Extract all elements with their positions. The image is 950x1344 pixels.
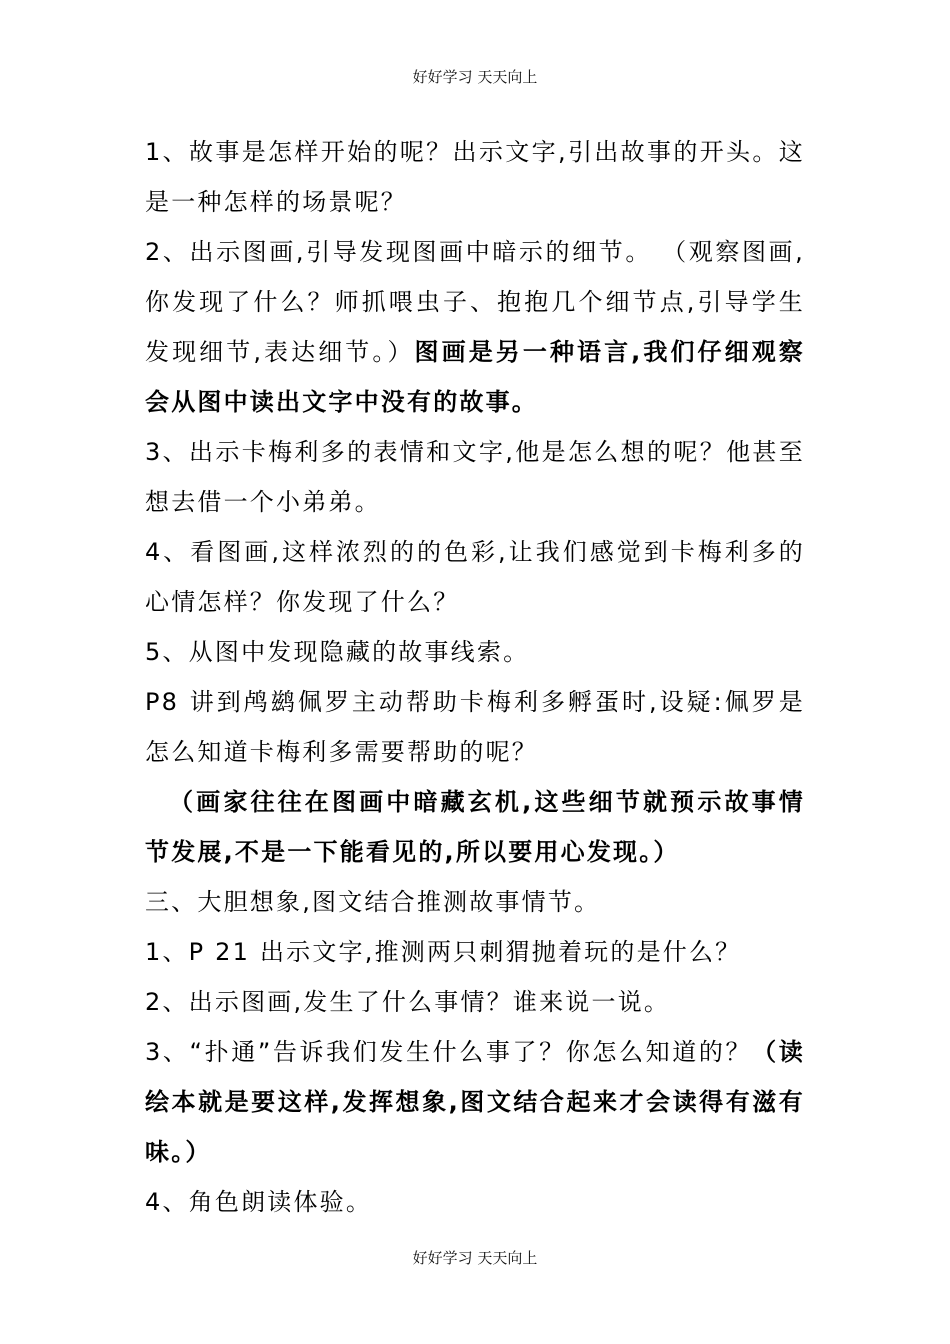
text-run: 4、角色朗读体验。 <box>145 1188 373 1216</box>
text-run: 5、从图中发现隐藏的故事线索。 <box>145 638 530 666</box>
paragraph-5 <box>145 627 805 677</box>
paragraph-11 <box>145 1027 805 1177</box>
text-run: 2、出示图画,发生了什么事情？谁来说一说。 <box>145 988 671 1016</box>
document-body <box>145 127 805 1227</box>
text-run: 3、出示卡梅利多的表情和文字,他是怎么想的呢？他甚至想去借一个小弟弟。 <box>145 438 805 516</box>
paragraph-9 <box>145 927 805 977</box>
paragraph-3 <box>145 427 805 527</box>
paragraph-7 <box>145 777 805 877</box>
text-run: 三、大胆想象,图文结合推测故事情节。 <box>145 888 601 916</box>
bold-text-run: （读绘本就是要这样,发挥想象,图文结合起来才会读得有滋有味。） <box>145 1038 805 1166</box>
text-run: 1、故事是怎样开始的呢？出示文字,引出故事的开头。这是一种怎样的场景呢？ <box>145 138 805 216</box>
text-run: 2、出示图画,引导发现图画中暗示的细节。 （观察图画,你发现了什么？师抓喂虫子、抱抱几个细节点,引导学生发现细节,表达细节。） <box>145 238 805 366</box>
paragraph-1 <box>145 127 805 227</box>
text-run: 1、P 21 出示文字,推测两只刺猬抛着玩的是什么？ <box>145 938 742 966</box>
page-footer: 好好学习 天天向上 <box>412 1249 538 1267</box>
text-run: 3、“扑通”告诉我们发生什么事了？你怎么知道的？ <box>145 1038 753 1066</box>
text-run: 4、看图画,这样浓烈的的色彩,让我们感觉到卡梅利多的心情怎样？你发现了什么？ <box>145 538 805 616</box>
paragraph-12 <box>145 1177 805 1227</box>
paragraph-10 <box>145 977 805 1027</box>
text-run: P8 讲到鸬鹚佩罗主动帮助卡梅利多孵蛋时,设疑:佩罗是怎么知道卡梅利多需要帮助的呢？ <box>145 688 805 766</box>
paragraph-6 <box>145 677 805 777</box>
bold-text-run: 图画是另一种语言,我们仔细观察会从图中读出文字中没有的故事。 <box>145 338 805 416</box>
paragraph-8 <box>145 877 805 927</box>
bold-text-run: （画家往往在图画中暗藏玄机,这些细节就预示故事情节发展,不是一下能看见的,所以要用心发现。） <box>145 788 805 866</box>
paragraph-2 <box>145 227 805 427</box>
page-header: 好好学习 天天向上 <box>412 68 538 86</box>
paragraph-4 <box>145 527 805 627</box>
